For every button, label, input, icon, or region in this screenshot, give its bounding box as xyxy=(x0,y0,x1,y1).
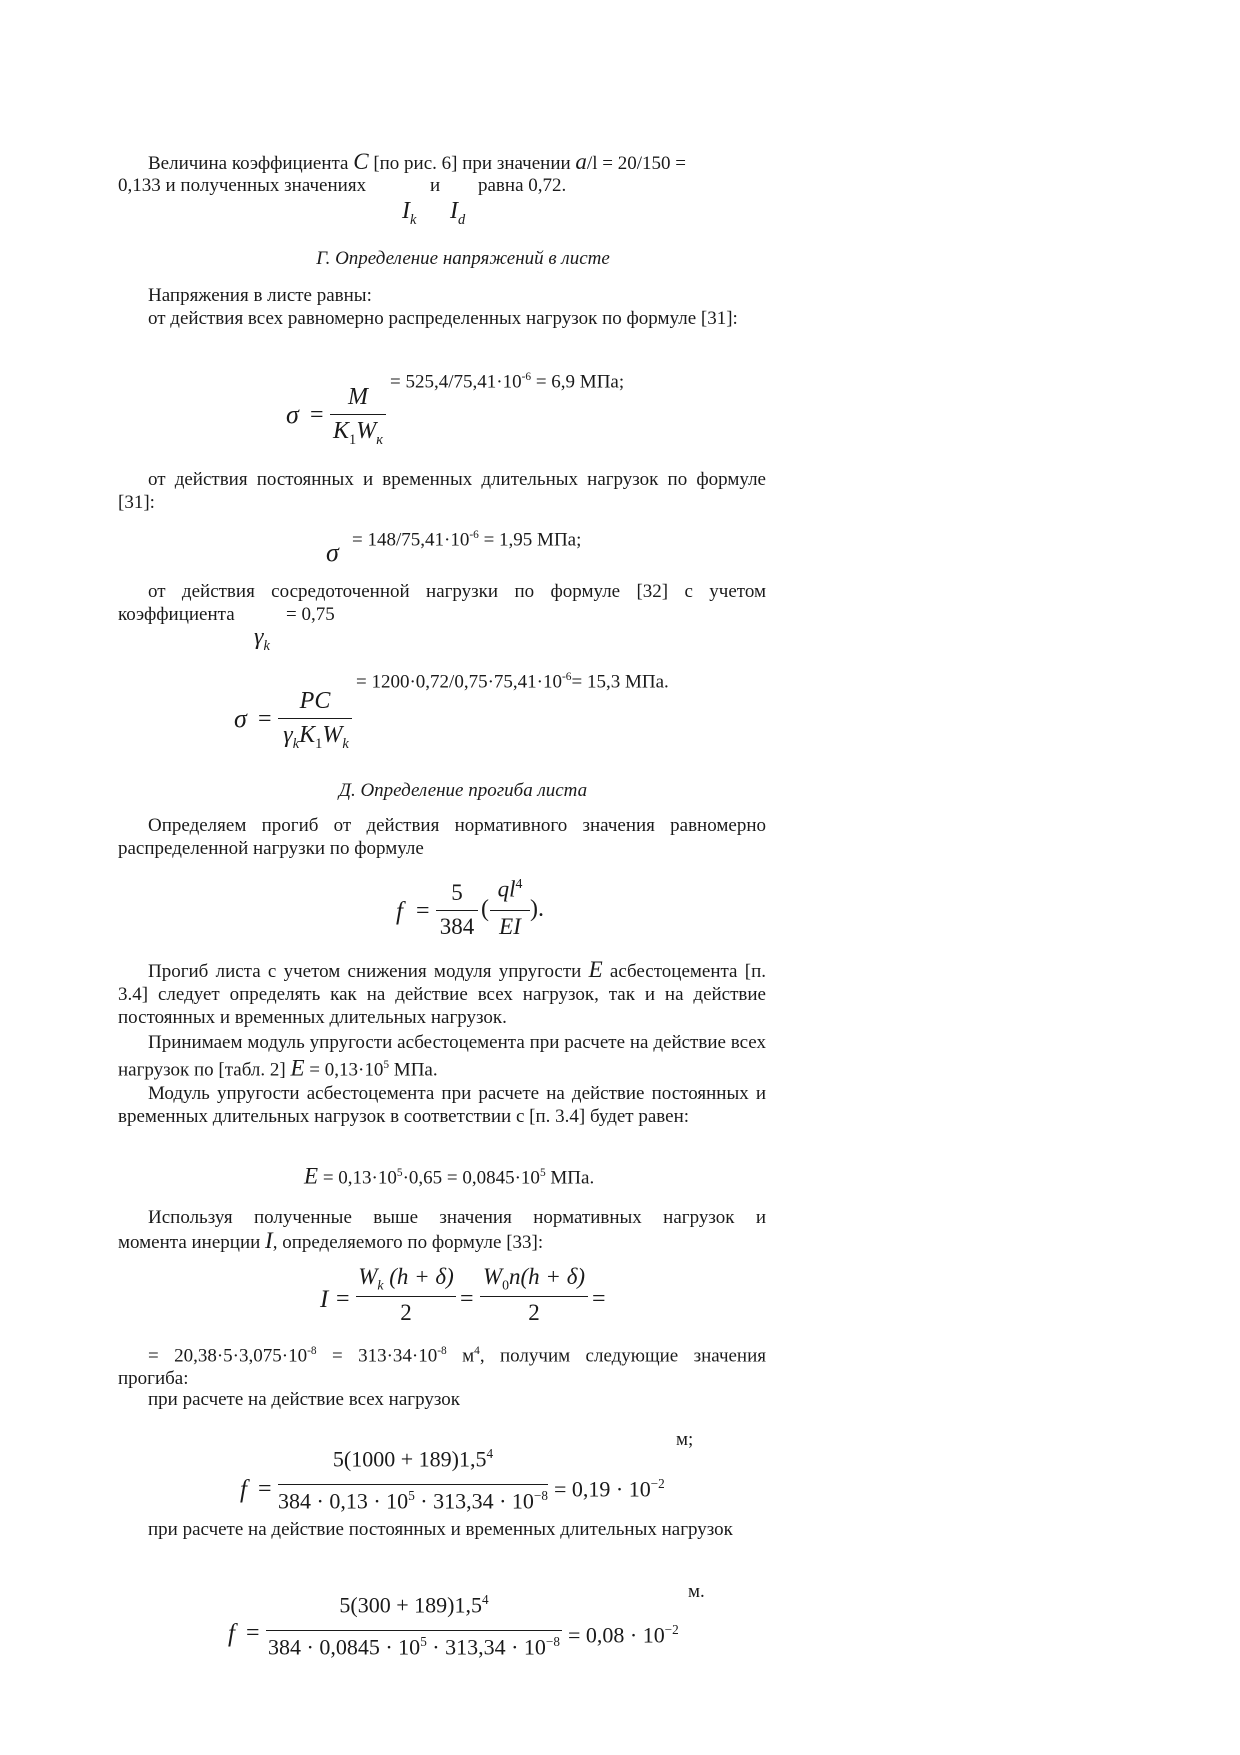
p1-text-b: [по рис. 6] при значении xyxy=(373,153,571,174)
p4-line1: от действия сосредоточенной нагрузки по формуле [32] с учетом xyxy=(148,581,766,602)
eq3-fraction-bar xyxy=(278,718,352,719)
eq3-equals: = xyxy=(258,706,272,732)
p11-line: при расчете на действие всех нагрузок xyxy=(148,1389,460,1410)
eq3-numerator: PC xyxy=(299,688,331,714)
p9-line2: момента инерции I, определяемого по формуле [33]: xyxy=(118,1228,544,1253)
ik-symbol: $I_k$ xyxy=(402,198,417,228)
e-symbol: E xyxy=(588,957,603,982)
p8-paragraph: Модуль упругости асбестоцемента при расчете на действие постоянных и временных длительных нагрузок в соответствии с [п. 3.4] будет равен: xyxy=(118,1083,766,1127)
eq1-equals: = xyxy=(310,402,324,428)
eq4-den-ei: EI xyxy=(499,914,521,939)
eq7-f: f xyxy=(240,1476,247,1503)
eq6-bar-1 xyxy=(356,1296,456,1297)
eq4-left-paren: ( xyxy=(481,896,489,922)
eq7-result: = $0,19 \cdot 10^{-2}$ xyxy=(554,1476,665,1502)
p4-line2a: коэффициента xyxy=(118,604,235,625)
eq4-equals: = xyxy=(416,898,430,924)
eq6-equals-3: = xyxy=(592,1286,606,1312)
eq4-den-384: 384 xyxy=(439,914,475,939)
eq4-num-ql4: $ql^4$ xyxy=(497,876,523,902)
eq7-unit: м; xyxy=(676,1429,694,1450)
eq8-f: f xyxy=(228,1620,235,1647)
eq7-denominator: $384 \cdot 0,13 \cdot 10^5 \cdot 313,34 \cdot 10^{-8}$ xyxy=(278,1488,548,1514)
p1-line2-c: равна 0,72. xyxy=(478,175,567,196)
a-symbol: a xyxy=(575,149,587,174)
eq1-numerator: M xyxy=(348,384,368,410)
p1-line2-a: 0,133 и полученных значениях xyxy=(118,175,367,196)
e-symbol: E xyxy=(290,1055,305,1081)
coef-c-symbol: C xyxy=(353,149,369,174)
eq6-numerator-1: $W_k$ (h + δ) xyxy=(358,1264,454,1293)
section-heading-d: Д. Определение прогиба листа xyxy=(338,780,588,801)
eq6-denominator-2: 2 xyxy=(528,1300,540,1325)
eq1-denominator: $K_1W_к$ xyxy=(333,418,383,448)
eq8-numerator: $5(300 + 189)1,5^4$ xyxy=(339,1592,489,1618)
eq7-equals: = xyxy=(258,1476,272,1502)
eq3-result: = $1200\cdot 0,72/0,75\cdot 75,41\cdot 10^{-6}= 15,3$ МПа. xyxy=(356,671,669,693)
p2-line1: Напряжения в листе равны: xyxy=(148,285,372,306)
p4-line2b: = 0,75 xyxy=(286,604,335,625)
eq2-sigma: σ xyxy=(326,538,339,567)
eq4-num-5: 5 xyxy=(451,880,463,905)
eq4-f: f xyxy=(396,898,403,925)
p1-line2 xyxy=(118,174,366,197)
eq4-right-paren: ). xyxy=(530,896,544,922)
eq8-denominator: $384 \cdot 0,0845 \cdot 10^5 \cdot 313,34 \cdot 10^{-8}$ xyxy=(268,1634,560,1660)
p1-text-c: /l = 20/150 = xyxy=(586,153,686,174)
p10-paragraph: = $20,38\cdot 5\cdot 3,075\cdot 10^{-8} = 313\cdot 34\cdot 10^{-8}$ $м^4$, получим следующие значения прогиба: xyxy=(118,1345,767,1390)
eq6-numerator-2: $W_0n(h + \delta)$ xyxy=(482,1264,586,1293)
eq6-i: I xyxy=(320,1286,329,1313)
p1-line1 xyxy=(148,150,686,175)
e-symbol: E xyxy=(304,1163,319,1189)
eq3-denominator: $\gamma_kK_1W_k$ xyxy=(283,722,349,752)
p1-text-a: Величина коэффициента xyxy=(148,153,349,174)
eq5-line: $E = 0,13\cdot 10^5\cdot 0,65 = 0,0845\cdot 10^5$ МПа. xyxy=(304,1163,595,1189)
i-symbol: I xyxy=(265,1228,273,1253)
eq2-result: = $148/75,41\cdot 10^{-6} = 1,95$ МПа; xyxy=(352,529,582,551)
section-heading-g: Г. Определение напряжений в листе xyxy=(316,248,610,269)
eq8-fraction-bar xyxy=(266,1630,562,1631)
eq8-result: = $0,08 \cdot 10^{-2}$ xyxy=(568,1622,679,1648)
p2-line2: от действия всех равномерно распределенных нагрузок по формуле [31]: xyxy=(148,308,738,329)
eq6-equals-1: = xyxy=(336,1286,350,1312)
p3-paragraph: от действия постоянных и временных длительных нагрузок по формуле [31]: xyxy=(118,469,766,513)
eq8-unit: м. xyxy=(688,1581,705,1602)
p1-line2-and: и xyxy=(430,175,441,196)
p12-paragraph: при расчете на действие постоянных и временных длительных нагрузок xyxy=(148,1519,733,1540)
eq7-numerator: $5(1000 + 189)1,5^4$ xyxy=(332,1446,494,1472)
eq1-sigma: σ xyxy=(286,400,299,429)
p6-paragraph: Прогиб листа с учетом снижения модуля упругости E асбестоцемента [п. 3.4] следует определять как на действие всех нагрузок, так и на действие постоянных и временных длительных нагрузок. xyxy=(118,957,766,1028)
id-symbol: $I_d$ xyxy=(450,198,466,228)
eq4-bar-1 xyxy=(436,910,478,911)
eq7-fraction-bar xyxy=(278,1484,548,1485)
eq1-fraction-bar xyxy=(330,414,386,415)
p7-paragraph: Принимаем модуль упругости асбестоцемента при расчете на действие всех нагрузок по [табл. 2] $E = 0,13\cdot 10^5$ МПа. xyxy=(118,1032,766,1081)
eq8-equals: = xyxy=(246,1620,260,1646)
eq4-bar-2 xyxy=(490,910,530,911)
p9-line1: Используя полученные выше значения нормативных нагрузок и xyxy=(148,1207,766,1228)
p5-paragraph: Определяем прогиб от действия нормативного значения равномерно распределенной нагрузки по формуле xyxy=(118,815,766,859)
eq6-bar-2 xyxy=(480,1296,588,1297)
eq6-equals-2: = xyxy=(460,1286,474,1312)
eq3-sigma: σ xyxy=(234,704,247,733)
gamma-k-symbol: $\gamma_k$ xyxy=(254,624,270,654)
eq6-denominator-1: 2 xyxy=(400,1300,412,1325)
eq1-result: = $525,4/75,41\cdot 10^{-6} = 6,9$ МПа; xyxy=(390,371,625,393)
